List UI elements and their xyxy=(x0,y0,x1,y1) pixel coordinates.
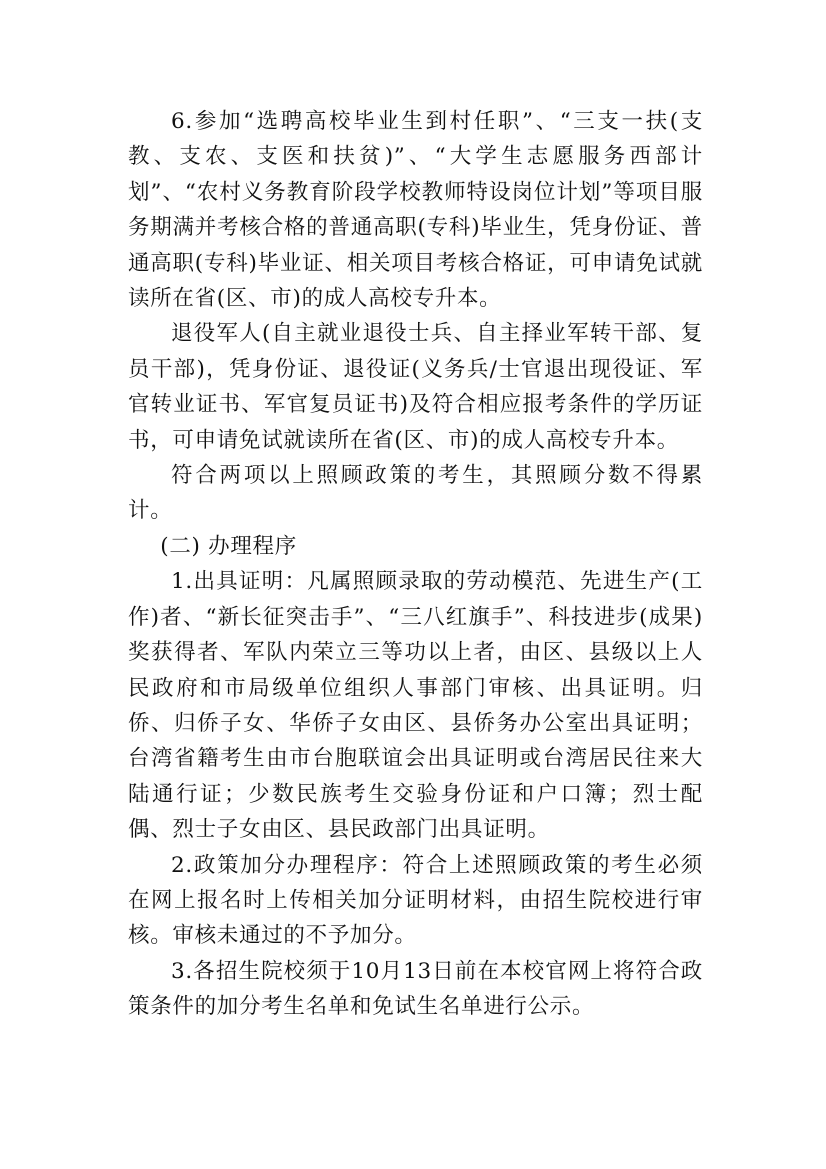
paragraph-procedure-1: 1.出具证明：凡属照顾录取的劳动模范、先进生产(工作)者、“新长征突击手”、“三八红旗手”、科技进步(成果)奖获得者、军队内荣立三等功以上者，由区、县级以上人民政府和市局级单位组织人事部门审核、出具证明。归侨、归侨子女、华侨子女由区、县侨务办公室出具证明；台湾省籍考生由市台胞联谊会出具证明或台湾居民往来大陆通行证；少数民族考生交验身份证和户口簿；烈士配偶、烈士子女由区、县民政部门出具证明。 xyxy=(128,569,703,843)
section-heading-procedure: (二) 办理程序 xyxy=(160,533,297,559)
paragraph-item-6: 6.参加“选聘高校毕业生到村任职”、“三支一扶(支教、支农、支医和扶贫)”、“大学生志愿服务西部计划”、“农村义务教育阶段学校教师特设岗位计划”等项目服务期满并考核合格的普通高职(专科)毕业生，凭身份证、普通高职(专科)毕业证、相关项目考核合格证，可申请免试就读所在省(区、市)的成人高校专升本。 xyxy=(128,109,703,312)
paragraph-procedure-3: 3.各招生院校须于10月13日前在本校官网上将符合政策条件的加分考生名单和免试生名单进行公示。 xyxy=(128,958,703,1020)
document-body xyxy=(128,104,703,1025)
paragraph-procedure-2: 2.政策加分办理程序：符合上述照顾政策的考生必须在网上报名时上传相关加分证明材料，由招生院校进行审核。审核未通过的不予加分。 xyxy=(128,852,703,949)
paragraph-veterans: 退役军人(自主就业退役士兵、自主择业军转干部、复员干部)，凭身份证、退役证(义务兵/士官退出现役证、军官转业证书、军官复员证书)及符合相应报考条件的学历证书，可申请免试就读所在省(区、市)的成人高校专升本。 xyxy=(128,321,703,453)
paragraph-no-accumulation: 符合两项以上照顾政策的考生，其照顾分数不得累计。 xyxy=(128,463,703,524)
